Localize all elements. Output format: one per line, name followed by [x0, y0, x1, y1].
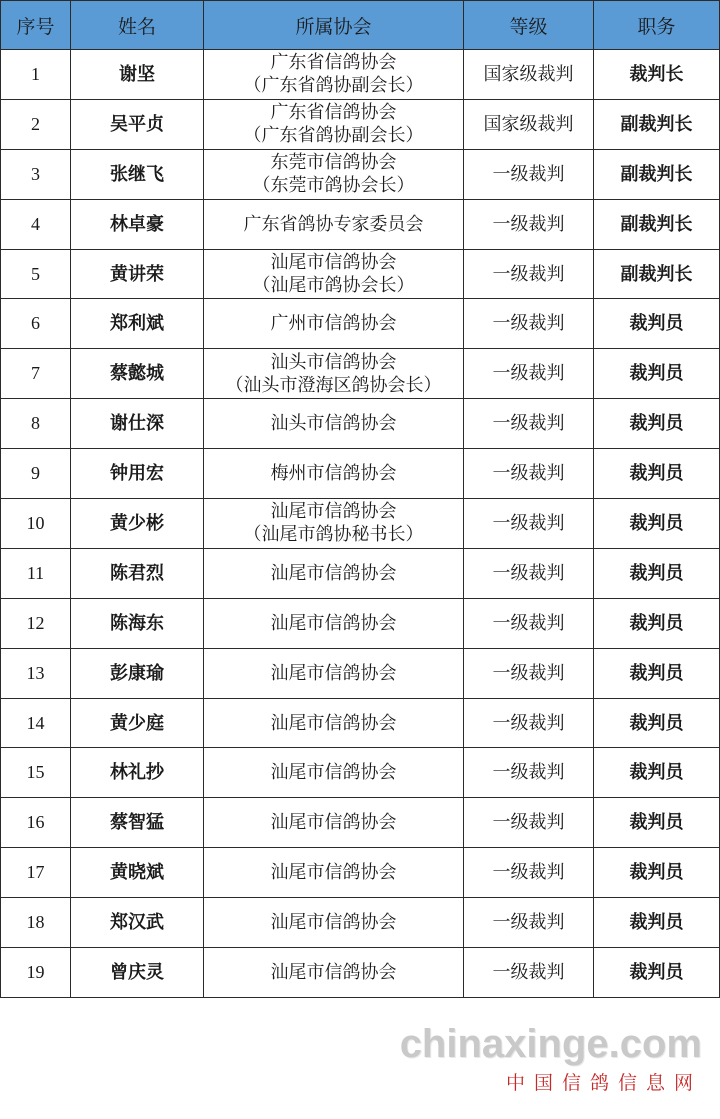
row-association	[204, 349, 464, 399]
row-association	[204, 149, 464, 199]
row-name: 蔡智猛	[71, 798, 204, 848]
association-line: 汕尾市信鸽协会	[270, 562, 397, 584]
row-name: 谢坚	[71, 50, 204, 100]
header-row	[1, 1, 720, 50]
table-row	[1, 50, 720, 100]
association-line: （汕头市澄海区鸽协会长）	[225, 374, 442, 396]
row-role: 裁判员	[594, 948, 720, 998]
row-role: 裁判长	[594, 50, 720, 100]
table-row	[1, 449, 720, 499]
row-role: 裁判员	[594, 648, 720, 698]
row-association	[204, 648, 464, 698]
row-num: 13	[1, 648, 71, 698]
row-association	[204, 948, 464, 998]
row-level: 一级裁判	[464, 948, 594, 998]
row-association	[204, 449, 464, 499]
row-num: 17	[1, 848, 71, 898]
association-line: 汕尾市信鸽协会	[270, 712, 397, 734]
row-role: 副裁判长	[594, 99, 720, 149]
association-line: 梅州市信鸽协会	[270, 463, 397, 485]
row-role: 裁判员	[594, 898, 720, 948]
row-level: 一级裁判	[464, 848, 594, 898]
row-level: 一级裁判	[464, 449, 594, 499]
row-role: 副裁判长	[594, 199, 720, 249]
row-association	[204, 499, 464, 549]
row-level: 一级裁判	[464, 149, 594, 199]
row-role: 裁判员	[594, 698, 720, 748]
row-name: 黄少彬	[71, 499, 204, 549]
row-num: 15	[1, 748, 71, 798]
row-level: 一级裁判	[464, 349, 594, 399]
table-row	[1, 199, 720, 249]
table-row	[1, 898, 720, 948]
row-level: 一级裁判	[464, 798, 594, 848]
association-line: 汕尾市信鸽协会	[270, 501, 397, 523]
row-association	[204, 249, 464, 299]
association-line: 广东省鸽协专家委员会	[243, 213, 424, 235]
row-name: 黄少庭	[71, 698, 204, 748]
row-level: 一级裁判	[464, 548, 594, 598]
table-row	[1, 698, 720, 748]
row-name: 吴平贞	[71, 99, 204, 149]
row-level: 一级裁判	[464, 898, 594, 948]
table-row	[1, 798, 720, 848]
table-row	[1, 948, 720, 998]
association-line: （东莞市鸽协会长）	[252, 175, 415, 197]
row-name: 钟用宏	[71, 449, 204, 499]
row-num: 6	[1, 299, 71, 349]
row-num: 12	[1, 598, 71, 648]
row-name: 陈君烈	[71, 548, 204, 598]
row-num: 1	[1, 50, 71, 100]
row-association	[204, 50, 464, 100]
association-line: 东莞市信鸽协会	[270, 152, 397, 174]
row-role: 裁判员	[594, 399, 720, 449]
table-row	[1, 499, 720, 549]
association-line: 汕尾市信鸽协会	[270, 912, 397, 934]
row-num: 11	[1, 548, 71, 598]
association-line: 汕尾市信鸽协会	[270, 252, 397, 273]
row-name: 林卓豪	[71, 199, 204, 249]
row-name: 黄晓斌	[71, 848, 204, 898]
row-name: 彭康瑜	[71, 648, 204, 698]
row-role: 裁判员	[594, 848, 720, 898]
association-line: （汕尾市鸽协秘书长）	[243, 524, 424, 546]
row-level: 一级裁判	[464, 299, 594, 349]
table-header	[1, 1, 720, 50]
site-watermark: chinaxinge.com	[399, 1022, 702, 1066]
row-num: 2	[1, 99, 71, 149]
row-role: 裁判员	[594, 548, 720, 598]
row-name: 郑汉武	[71, 898, 204, 948]
association-line: （广东省鸽协副会长）	[243, 75, 424, 97]
row-association	[204, 99, 464, 149]
row-role: 裁判员	[594, 499, 720, 549]
header-level: 等级	[464, 1, 594, 50]
row-num: 3	[1, 149, 71, 199]
association-line: 汕尾市信鸽协会	[270, 961, 397, 983]
association-line: 汕尾市信鸽协会	[270, 762, 397, 784]
row-level: 一级裁判	[464, 648, 594, 698]
row-association	[204, 748, 464, 798]
row-num: 5	[1, 249, 71, 299]
row-role: 副裁判长	[594, 249, 720, 299]
row-association	[204, 199, 464, 249]
header-name: 姓名	[71, 1, 204, 50]
row-association	[204, 548, 464, 598]
table-row	[1, 99, 720, 149]
table-row	[1, 598, 720, 648]
row-num: 16	[1, 798, 71, 848]
association-line: 汕尾市信鸽协会	[270, 812, 397, 834]
association-line: 汕尾市信鸽协会	[270, 612, 397, 634]
row-role: 裁判员	[594, 748, 720, 798]
row-level: 一级裁判	[464, 748, 594, 798]
row-name: 谢仕深	[71, 399, 204, 449]
row-level: 一级裁判	[464, 499, 594, 549]
header-association: 所属协会	[204, 1, 464, 50]
row-num: 4	[1, 199, 71, 249]
association-line: 汕尾市信鸽协会	[270, 862, 397, 884]
row-num: 10	[1, 499, 71, 549]
association-line: 广东省信鸽协会	[270, 102, 397, 124]
association-line: 广州市信鸽协会	[270, 313, 397, 335]
table-row	[1, 548, 720, 598]
row-name: 曾庆灵	[71, 948, 204, 998]
row-level: 一级裁判	[464, 199, 594, 249]
row-num: 8	[1, 399, 71, 449]
row-name: 郑利斌	[71, 299, 204, 349]
association-line: 广东省信鸽协会	[270, 52, 397, 74]
row-role: 裁判员	[594, 798, 720, 848]
row-association	[204, 698, 464, 748]
row-role: 裁判员	[594, 349, 720, 399]
table-row	[1, 848, 720, 898]
row-role: 裁判员	[594, 598, 720, 648]
row-association	[204, 898, 464, 948]
association-line: 汕头市信鸽协会	[270, 413, 397, 435]
row-association	[204, 798, 464, 848]
row-level: 一级裁判	[464, 598, 594, 648]
table-row	[1, 399, 720, 449]
row-num: 18	[1, 898, 71, 948]
row-role: 裁判员	[594, 449, 720, 499]
table-row	[1, 149, 720, 199]
row-level: 一级裁判	[464, 249, 594, 299]
table-row	[1, 349, 720, 399]
row-level: 国家级裁判	[464, 50, 594, 100]
row-association	[204, 299, 464, 349]
row-name: 张继飞	[71, 149, 204, 199]
row-name: 陈海东	[71, 598, 204, 648]
row-association	[204, 399, 464, 449]
table-row	[1, 648, 720, 698]
association-line: 汕尾市信鸽协会	[270, 662, 397, 684]
row-association	[204, 848, 464, 898]
table-row	[1, 748, 720, 798]
row-name: 林礼抄	[71, 748, 204, 798]
header-num: 序号	[1, 1, 71, 50]
row-role: 副裁判长	[594, 149, 720, 199]
row-num: 7	[1, 349, 71, 399]
association-line: 汕头市信鸽协会	[270, 351, 397, 373]
row-role: 裁判员	[594, 299, 720, 349]
row-num: 19	[1, 948, 71, 998]
row-level: 一级裁判	[464, 399, 594, 449]
header-role: 职务	[594, 1, 720, 50]
row-num: 9	[1, 449, 71, 499]
association-line: （广东省鸽协副会长）	[243, 125, 424, 147]
row-association	[204, 598, 464, 648]
table-body	[1, 50, 720, 998]
table-row	[1, 299, 720, 349]
table-row	[1, 249, 720, 299]
row-level: 一级裁判	[464, 698, 594, 748]
association-line: （汕尾市鸽协会长）	[252, 275, 415, 296]
row-level: 国家级裁判	[464, 99, 594, 149]
site-watermark-cn: 中国信鸽信息网	[505, 1072, 702, 1094]
row-name: 蔡懿城	[71, 349, 204, 399]
row-name: 黄讲荣	[71, 249, 204, 299]
row-num: 14	[1, 698, 71, 748]
